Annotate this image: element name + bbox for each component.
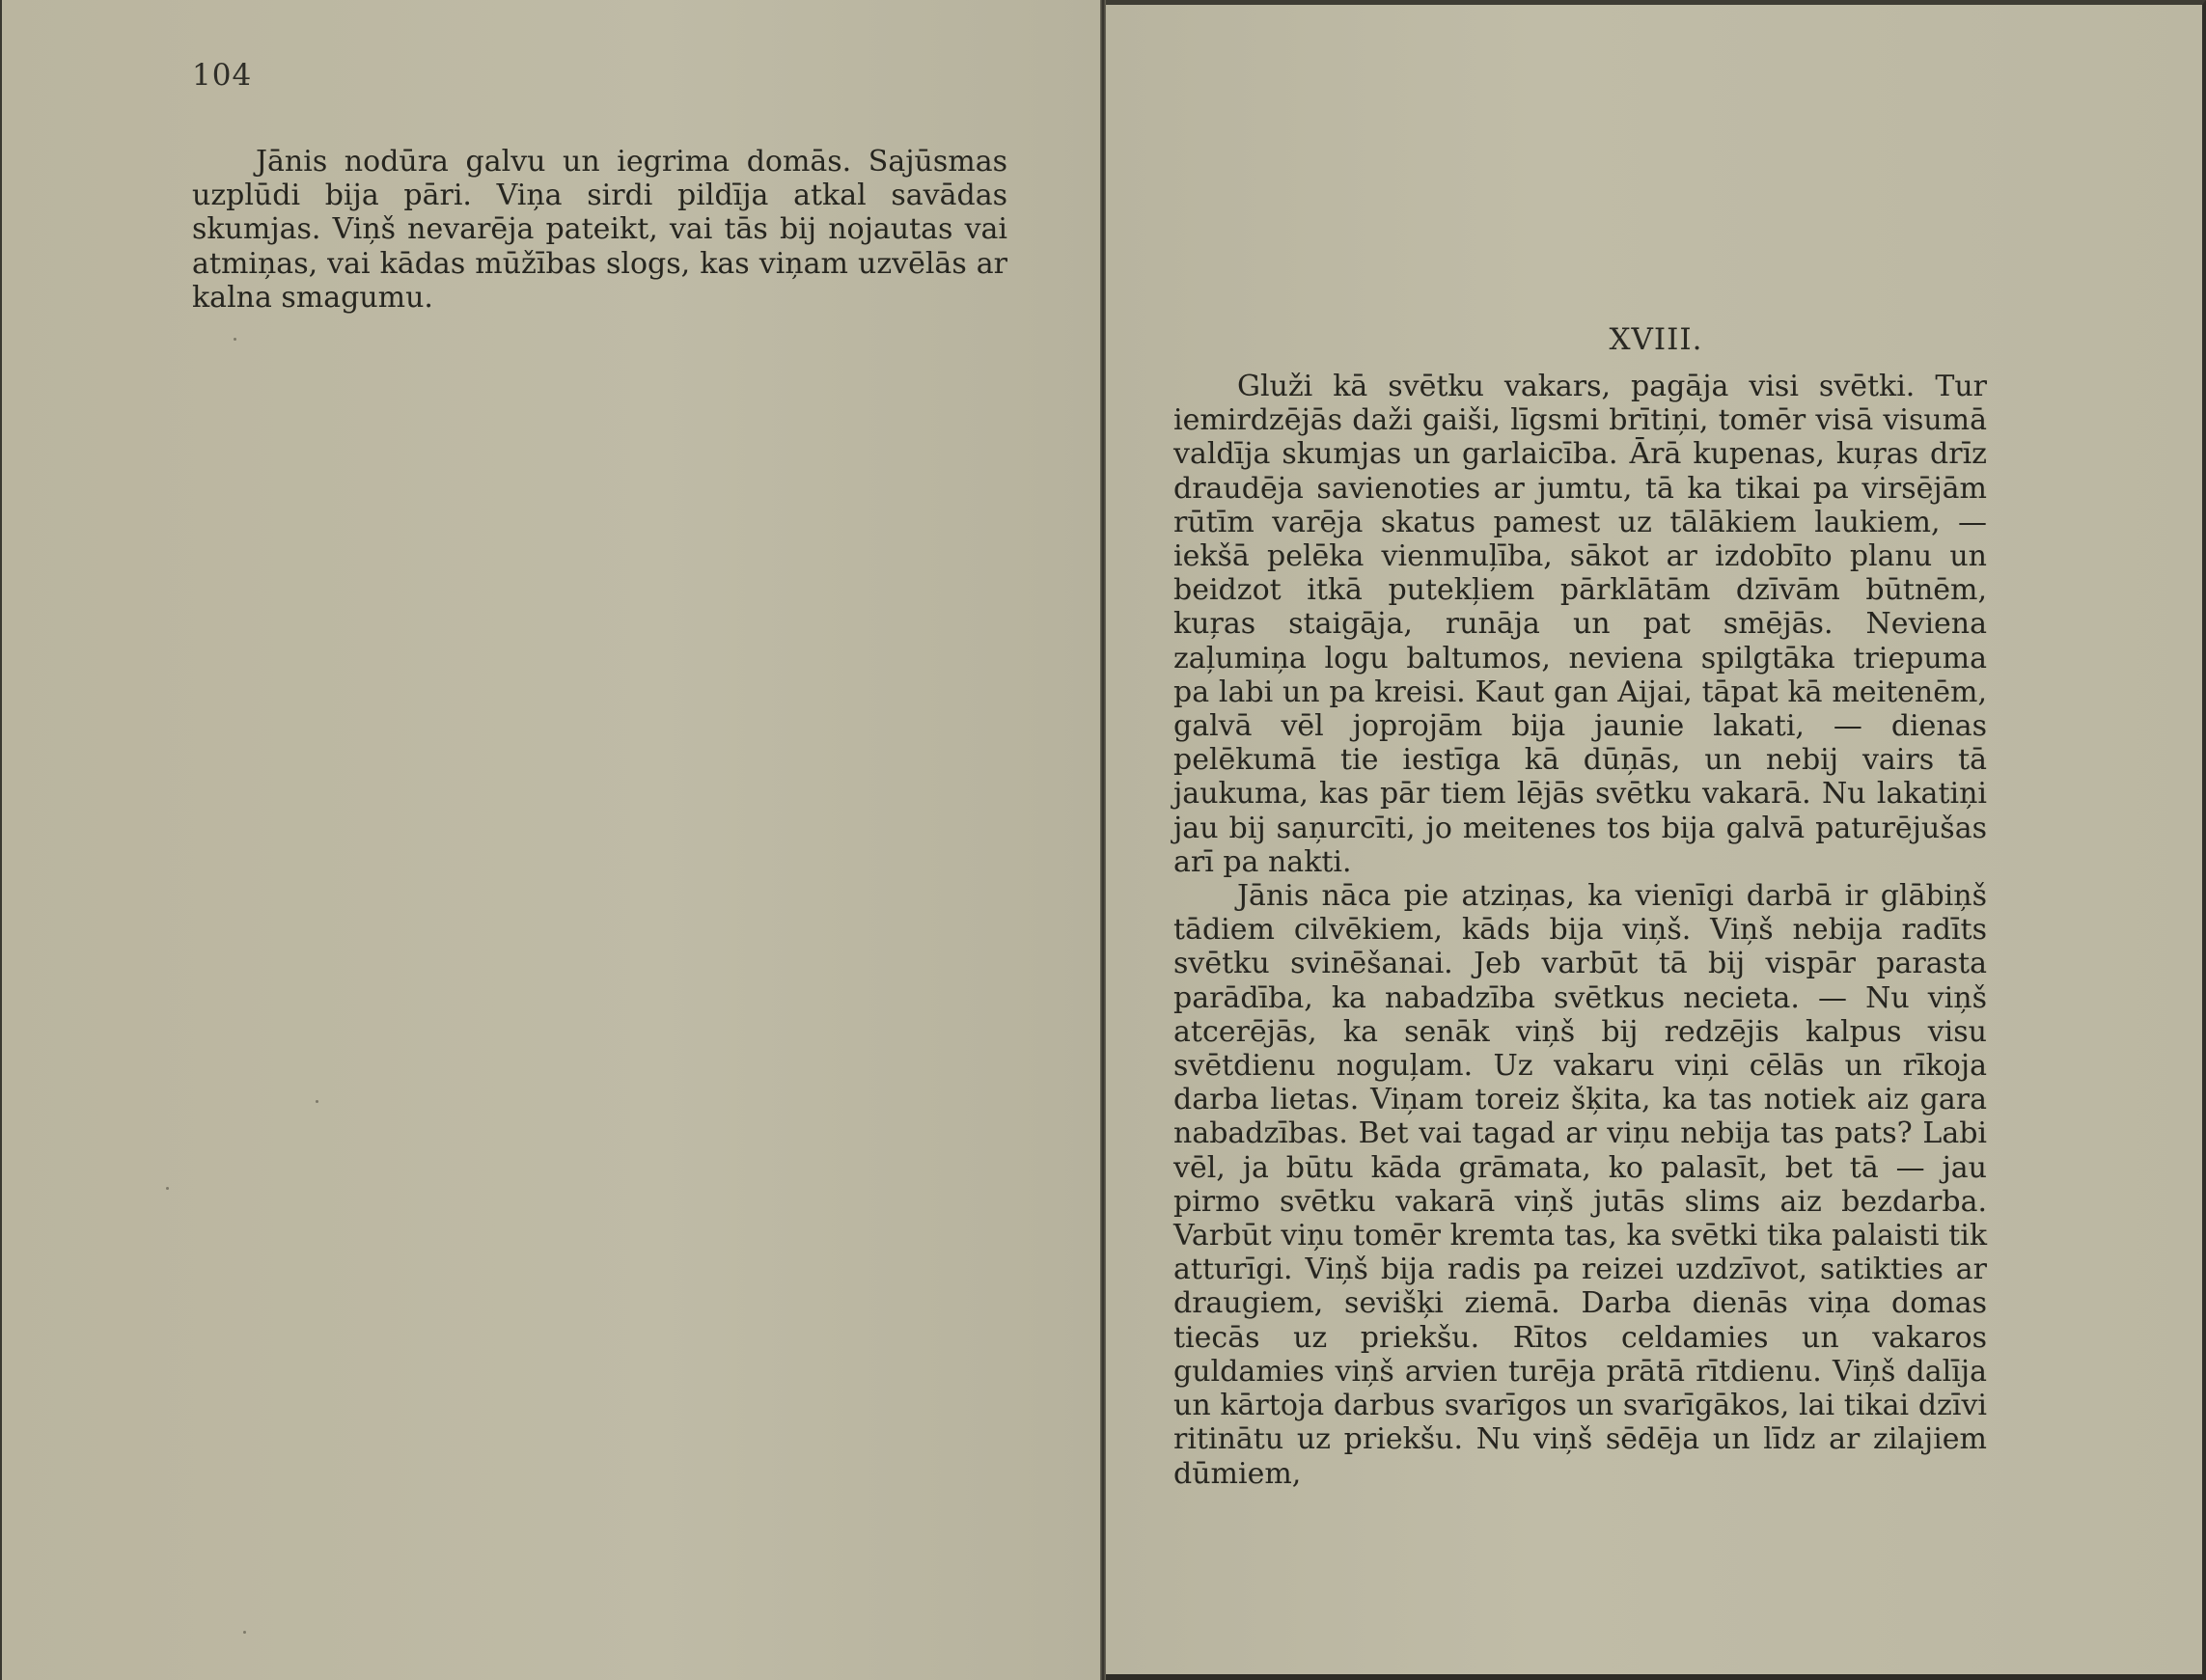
paper-speck	[234, 338, 236, 341]
left-page	[0, 0, 1100, 1680]
page-number: 104	[192, 58, 253, 93]
paragraph: Jānis nāca pie atziņas, ka vienīgi darbā ir glābiņš tādiem cilvēkiem, kāds bija viņš. Viņš nebija radīts svētku svinēšanai. Jeb varbūt tā bij vispār parasta parādība, ka nabadzība svētkus necieta. — Nu viņš atcerējās, ka senāk viņš bij redzējis kalpus visu svētdienu noguļam. Uz vakaru viņi cēlās un rīkoja darba lietas. Viņam toreiz šķita, ka tas notiek aiz gara nabadzības. Bet vai tagad ar viņu nebija tas pats? Labi vēl, ja būtu kāda grāmata, ko palasīt, bet tā — jau pirmo svētku vakarā viņš jutās slims aiz bezdarba. Varbūt viņu tomēr kremta tas, ka svētki tika palaisti tik atturīgi. Viņš bija radis pa reizei uzdzīvot, satikties ar draugiem, sevišķi ziemā. Darba dienās viņa domas tiecās uz priekšu. Rītos celdamies un vakaros guldamies viņš arvien turēja prātā rītdienu. Viņš dalīja un kārtoja darbus svarīgos un svarīgākos, lai tikai dzīvi ritinātu uz priekšu. Nu viņš sēdēja un līdz ar zilajiem dūmiem,	[1173, 879, 1987, 1491]
left-page-text	[192, 145, 1007, 315]
paper-speck	[243, 1631, 246, 1634]
paper-speck	[166, 1187, 169, 1190]
right-page-text	[1173, 370, 1987, 1491]
chapter-title: XVIII.	[1609, 322, 1703, 357]
paragraph: Jānis nodūra galvu un iegrima domās. Sajūsmas uzplūdi bija pāri. Viņa sirdi pildīja atkal savādas skumjas. Viņš nevarēja pateikt, vai tās bij nojautas vai atmiņas, vai kādas mūžības slogs, kas viņam uzvēlās ar kalna smagumu.	[192, 145, 1007, 315]
paragraph: Gluži kā svētku vakars, pagāja visi svētki. Tur iemirdzējās daži gaiši, līgsmi brītiņi, tomēr visā visumā valdīja skumjas un garlaicība. Ārā kupenas, kuŗas drīz draudēja savienoties ar jumtu, tā ka tikai pa virsējām rūtīm varēja skatus pamest uz tālākiem laukiem, — iekšā pelēka vienmuļība, sākot ar izdobīto planu un beidzot itkā putekļiem pārklātām dzīvām būtnēm, kuŗas staigāja, runāja un pat smējās. Neviena zaļumiņa logu baltumos, neviena spilgtāka triepuma pa labi un pa kreisi. Kaut gan Aijai, tāpat kā meitenēm, galvā vēl joprojām bija jaunie lakati, — dienas pelēkumā tie iestīga kā dūņās, un nebij vairs tā jaukuma, kas pār tiem lējās svētku vakarā. Nu lakatiņi jau bij saņurcīti, jo meitenes tos bija galvā paturējušas arī pa nakti.	[1173, 370, 1987, 879]
paper-speck	[316, 1100, 318, 1103]
